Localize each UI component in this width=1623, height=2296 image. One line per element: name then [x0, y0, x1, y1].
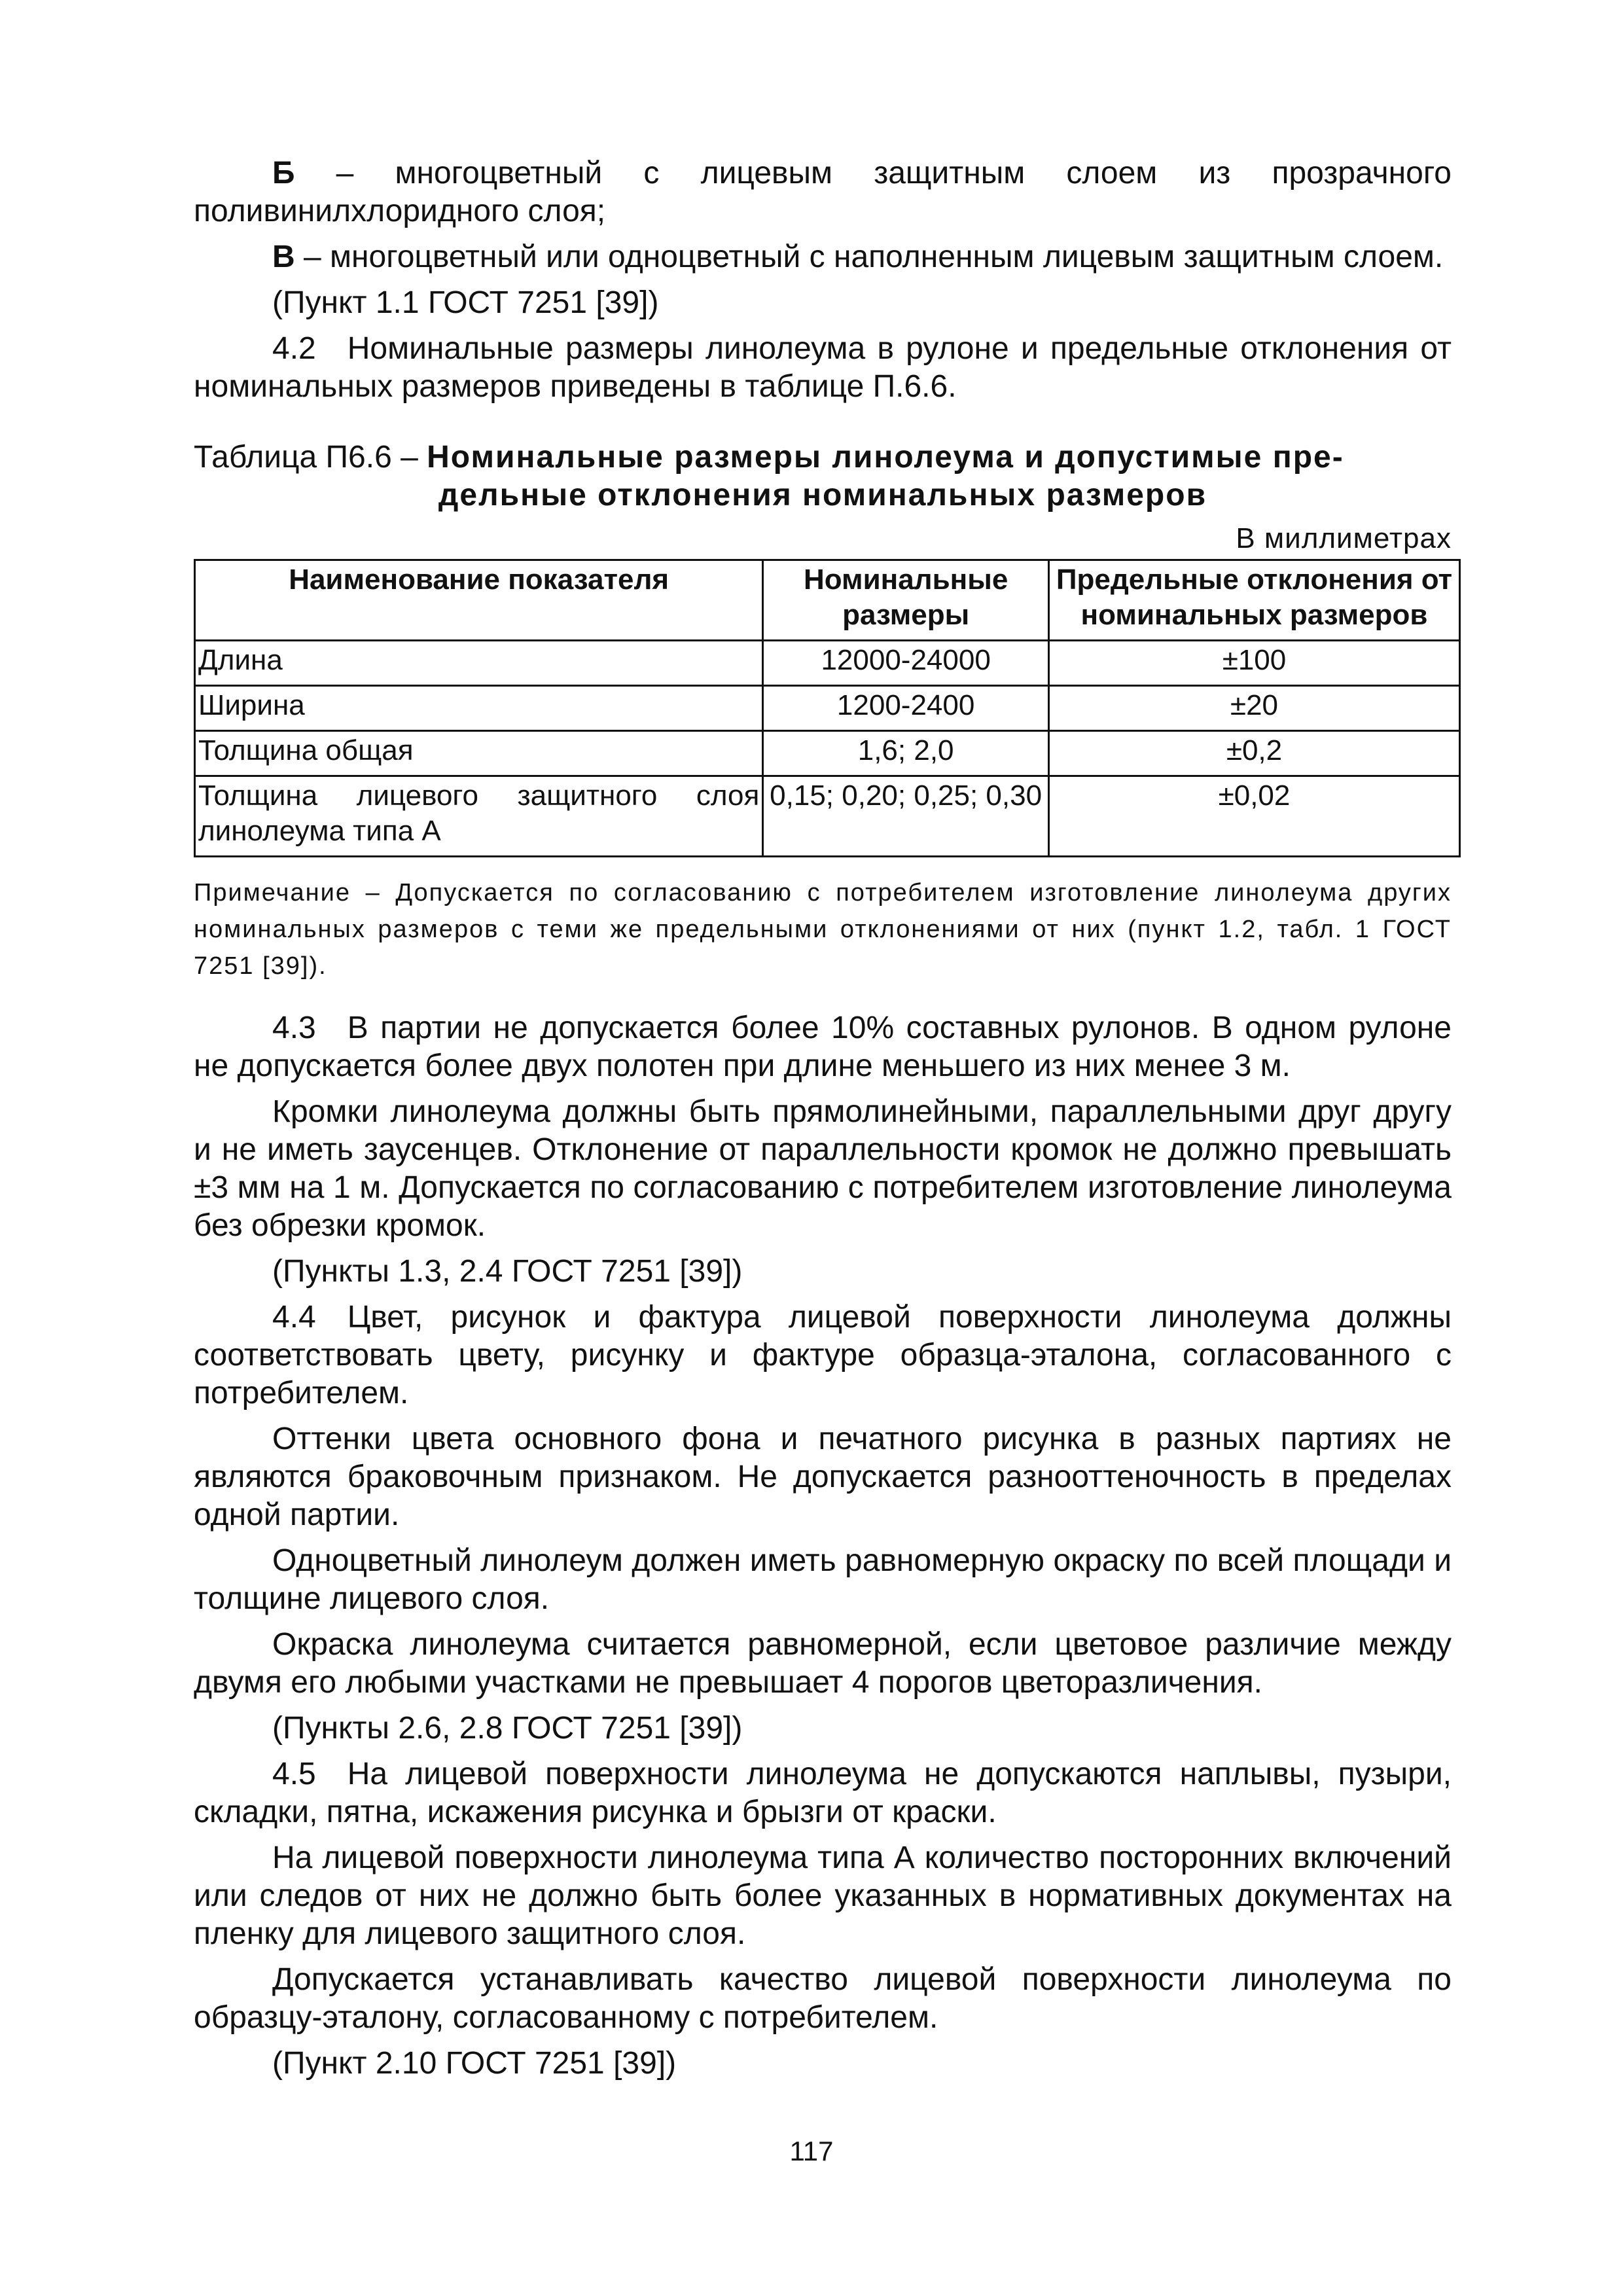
- type-b-label: Б: [272, 156, 295, 190]
- paragraph-reference-sample: Допускается устанавливать качество лицевой поверхности линолеума по образцу-эталону, согласованному с потребителем.: [194, 1962, 1452, 2035]
- page-number: 117: [789, 2136, 834, 2166]
- reference-1-1: (Пункт 1.1 ГОСТ 7251 [39]): [272, 285, 659, 320]
- table-units: В миллиметрах: [1236, 522, 1452, 554]
- cell-indicator: Длина: [195, 641, 763, 686]
- table-caption-title-line2: дельные отклонения номинальных размеров: [438, 478, 1207, 512]
- header-deviation: Предельные отклонения от номинальных размеров: [1048, 560, 1459, 641]
- table-note: Примечание – Допускается по согласованию с потребителем изготовление линолеума других номинальных размеров с теми же предельными отклонениями от них (пункт 1.2, табл. 1 ГОСТ 7251 [39]).: [194, 879, 1452, 980]
- reference-2-10: (Пункт 2.10 ГОСТ 7251 [39]): [272, 2046, 677, 2081]
- table-caption: [194, 439, 1452, 476]
- cell-deviation: ±0,2: [1048, 731, 1459, 776]
- table-row: [195, 641, 1460, 686]
- cell-indicator: Толщина общая: [195, 731, 763, 776]
- table-caption-title-line1: Номинальные размеры линолеума и допустимые пре-: [427, 440, 1344, 475]
- dimensions-table: [194, 559, 1461, 857]
- cell-deviation: ±0,02: [1048, 776, 1459, 857]
- cell-deviation: ±100: [1048, 641, 1459, 686]
- paragraph-4-5: 4.5 На лицевой поверхности линолеума не допускаются наплывы, пузыри, складки, пятна, искажения рисунка и брызги от краски.: [194, 1757, 1452, 1829]
- reference-1-3: (Пункты 1.3, 2.4 ГОСТ 7251 [39]): [272, 1254, 743, 1289]
- paragraph-uniform-color: Окраска линолеума считается равномерной, если цветовое различие между двумя его любыми участками не превышает 4 порогов цветоразличения.: [194, 1627, 1452, 1700]
- paragraph-4-4: 4.4 Цвет, рисунок и фактура лицевой поверхности линолеума должны соответствовать цвету, рисунку и фактуре образца-эталона, согласованного с потребителем.: [194, 1300, 1452, 1410]
- header-indicator: Наименование показателя: [195, 560, 763, 641]
- cell-indicator: Ширина: [195, 686, 763, 731]
- type-v-text: – многоцветный или одноцветный с наполненным лицевым защитным слоем.: [294, 240, 1444, 274]
- paragraph-monochrome: Одноцветный линолеум должен иметь равномерную окраску по всей площади и толщине лицевого слоя.: [194, 1543, 1452, 1616]
- table-row: [195, 776, 1460, 857]
- cell-deviation: ±20: [1048, 686, 1459, 731]
- table-row: [195, 686, 1460, 731]
- paragraph-edges: Кромки линолеума должны быть прямолинейными, параллельными друг другу и не иметь заусенцев. Отклонение от параллельности кромок не должно превышать ±3 мм на 1 м. Допускается по согласованию с потребителем изготовление линолеума без обрезки кромок.: [194, 1094, 1452, 1243]
- paragraph-4-2: 4.2 Номинальные размеры линолеума в рулоне и предельные отклонения от номинальных размеров приведены в таблице П.6.6.: [194, 331, 1452, 404]
- paragraph-inclusions: На лицевой поверхности линолеума типа А количество посторонних включений или следов от них не должно быть более указанных в нормативных документах на пленку для лицевого защитного слоя.: [194, 1840, 1452, 1951]
- header-nominal: Номинальные размеры: [763, 560, 1049, 641]
- table-row: [195, 731, 1460, 776]
- paragraph-4-3: 4.3 В партии не допускается более 10% составных рулонов. В одном рулоне не допускается более двух полотен при длине меньшего из них менее 3 м.: [194, 1011, 1452, 1083]
- document-page: [194, 154, 1452, 2083]
- table-caption-prefix: Таблица П6.6 –: [194, 440, 427, 475]
- type-b-text: – многоцветный с лицевым защитным слоем из прозрачного поливинилхлоридного слоя;: [194, 156, 1452, 228]
- table-header-row: [195, 560, 1460, 641]
- paragraph-type-v: [194, 238, 1452, 276]
- paragraph-shades: Оттенки цвета основного фона и печатного рисунка в разных партиях не являются браковочным признаком. Не допускается разнооттеночность в пределах одной партии.: [194, 1422, 1452, 1532]
- cell-nominal: 1200-2400: [763, 686, 1049, 731]
- cell-nominal: 12000-24000: [763, 641, 1049, 686]
- cell-nominal: 0,15; 0,20; 0,25; 0,30: [763, 776, 1049, 857]
- cell-nominal: 1,6; 2,0: [763, 731, 1049, 776]
- cell-indicator: Толщина лицевого защитного слоя линолеума типа А: [195, 776, 763, 857]
- reference-2-6: (Пункты 2.6, 2.8 ГОСТ 7251 [39]): [272, 1711, 743, 1746]
- paragraph-type-b: [194, 154, 1452, 230]
- type-v-label: В: [272, 240, 295, 274]
